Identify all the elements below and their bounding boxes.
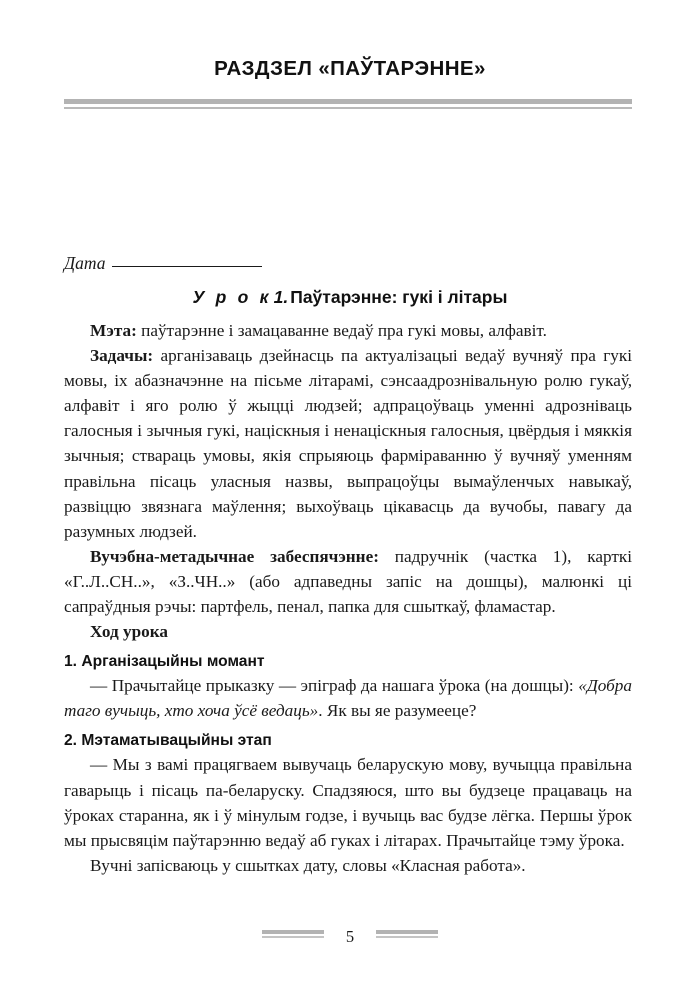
header-divider-rule xyxy=(64,99,632,109)
lesson-heading xyxy=(0,287,700,308)
tasks-paragraph xyxy=(64,343,632,544)
body-content xyxy=(64,318,632,878)
footer-bar-thin xyxy=(376,936,438,938)
aim-text: паўтарэнне і замацаванне ведаў пра гукі мовы, алфавіт. xyxy=(136,321,547,340)
tasks-text: арганізаваць дзейнасць па актуалізацыі ведаў вучняў пра гукі мовы, іх абазначэнне на пісьме літарамі, сэнсаадрознівальную ролю гукаў, алфавіт і яго ролю ў жыцці людзей; адпрацоўваць уменні адрозніваць галосныя і зычныя гукі, націскныя і ненаціскныя галосныя, цвёрдыя і мяккія зычныя; ствараць умовы, якія спрыяюць фарміраванню ў вучняў уменням правільна пісаць уласныя назвы, выпрацоўцы вымаўленчых навыкаў, развіццю звязнага маўлення; выхоўваць цікавасць да вучобы, павагу да разумных людзей. xyxy=(64,346,632,541)
page-footer xyxy=(0,918,700,958)
footer-ornament-right xyxy=(376,930,438,938)
step-2-paragraph-2: Вучні запісваюць у сшытках дату, словы «Класная работа». xyxy=(90,855,526,875)
step-2-paragraph: — Мы з вамі працягваем вывучаць беларускую мову, вучыцца правільна гаварыць і пісаць па-беларуску. Спадзяюся, што вы будзеце працаваць на ўроках старанна, як і ў мінулым годзе, і вучыць вас будзе лёгка. Першы ўрок мы прысвяцім паўтарэнню ведаў аб гуках і літарах. Прачытайце тэму ўрока. xyxy=(64,755,632,850)
date-line xyxy=(64,253,262,274)
resources-label: Вучэбна-метадычнае забеспячэнне: xyxy=(90,546,379,566)
resources-text: падручнік (частка 1), карткі «Г..Л..СН..», «З..ЧН..» (або адпаведны запіс на дошцы), малюнкі ці сапраўдныя рэчы: партфель, пенал, папка для сшыткаў, фламастар. xyxy=(64,546,632,617)
chapter-title: РАЗДЗЕЛ «ПАЎТАРЭННЕ» xyxy=(214,57,486,80)
date-label: Дата xyxy=(64,253,106,273)
date-blank-underline xyxy=(112,266,262,267)
step-1-heading: 1. Арганізацыйны момант xyxy=(64,653,265,671)
lesson-topic: Паўтарэнне: гукі і літары xyxy=(290,287,508,307)
resources-paragraph xyxy=(64,544,632,619)
step-1-text-after: . Як вы яе разумееце? xyxy=(318,701,477,721)
tasks-label: Задачы: xyxy=(90,346,154,366)
step-1-proverb: «Добра таго вучыць, хто хоча ўсё ведаць» xyxy=(64,676,632,721)
step-2-heading: 2. Мэтаматывацыйны этап xyxy=(64,732,272,750)
aim-paragraph xyxy=(64,318,632,343)
course-title: Ход урока xyxy=(90,622,168,642)
lesson-word-label: У р о к xyxy=(192,287,272,307)
step-1-text-before: — Прачытайце прыказку — эпіграф да нашага ўрока (на дошцы): xyxy=(90,676,579,696)
divider-bar-thin xyxy=(64,107,632,109)
page-number: 5 xyxy=(345,927,355,946)
step-1-paragraph xyxy=(64,673,632,723)
aim-label: Мэта: xyxy=(90,321,137,340)
lesson-number: 1. xyxy=(273,287,289,307)
